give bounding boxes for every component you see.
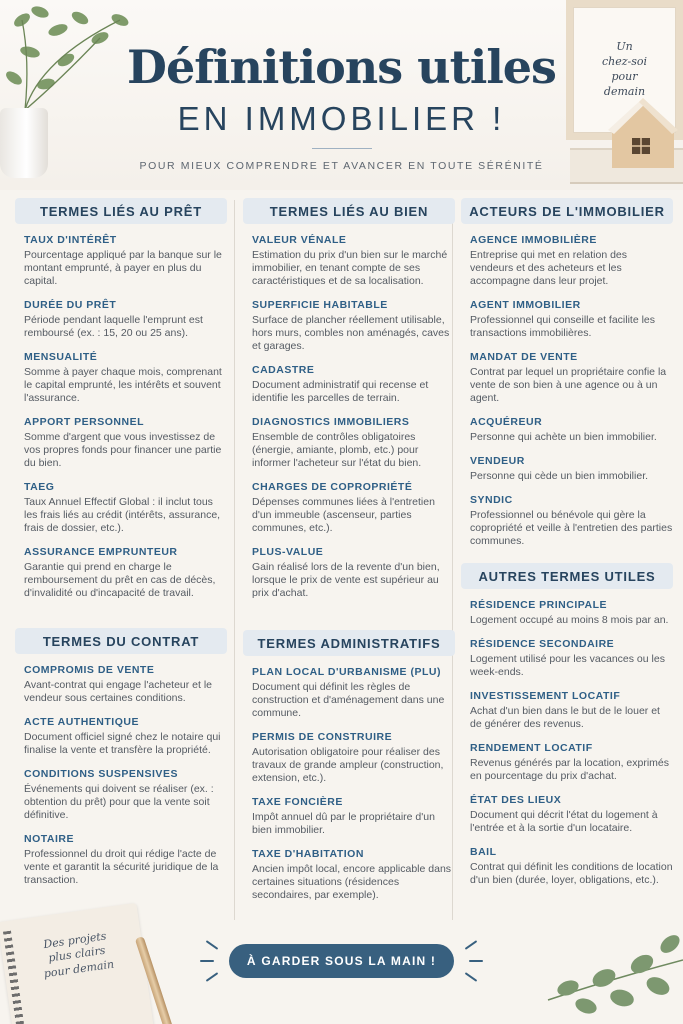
term-definition: Professionnel ou bénévole qui gère la copropriété et veille à l'entretien des parties communes. <box>470 509 673 547</box>
term-definition: Somme à payer chaque mois, comprenant le capital emprunté, les intérêts et souvent l'assurance. <box>24 366 222 404</box>
term-definition: Document officiel signé chez le notaire qui finalise la vente et transfère la propriété. <box>24 731 221 756</box>
term-definition: Logement utilisé pour les vacances ou les week-ends. <box>470 653 665 678</box>
term-definition: Estimation du prix d'un bien sur le marché immobilier, en tenant compte de ses caractéristiques et de sa localisation. <box>252 249 448 287</box>
term-name: ÉTAT DES LIEUX <box>470 794 562 806</box>
term-item <box>15 716 227 757</box>
term-item <box>461 599 673 627</box>
term-name: RENDEMENT LOCATIF <box>470 742 593 754</box>
term-name: NOTAIRE <box>24 833 74 845</box>
term-definition: Période pendant laquelle l'emprunt est remboursé (ex. : 15, 20 ou 25 ans). <box>24 314 203 339</box>
column-property <box>243 198 455 611</box>
column-divider <box>234 200 235 920</box>
term-name: RÉSIDENCE PRINCIPALE <box>470 599 607 611</box>
house-icon <box>608 96 678 168</box>
term-item <box>461 846 673 887</box>
tagline: POUR MIEUX COMPRENDRE ET AVANCER EN TOUTE SÉRÉNITÉ <box>139 160 544 172</box>
term-item <box>461 494 673 548</box>
keep-handy-button[interactable]: À GARDER SOUS LA MAIN ! <box>229 944 454 978</box>
term-name: INVESTISSEMENT LOCATIF <box>470 690 621 702</box>
term-definition: Garantie qui prend en charge le remboursement du prêt en cas de décès, d'invalidité ou d'incapacité de travail. <box>24 561 216 599</box>
term-definition: Document administratif qui recense et identifie les parcelles de terrain. <box>252 379 429 404</box>
term-name: CADASTRE <box>252 364 315 376</box>
term-name: DURÉE DU PRÊT <box>24 299 117 311</box>
term-definition: Personne qui cède un bien immobilier. <box>470 470 649 482</box>
term-item <box>461 351 673 405</box>
term-item <box>243 299 455 353</box>
term-name: ASSURANCE EMPRUNTEUR <box>24 546 178 558</box>
sparkle-icon <box>206 940 219 950</box>
eucalyptus-icon <box>538 920 683 1024</box>
term-name: SUPERFICIE HABITABLE <box>252 299 388 311</box>
sparkle-icon <box>465 972 478 982</box>
notebook <box>0 903 154 1024</box>
section-title-loan: TERMES LIÉS AU PRÊT <box>15 198 227 224</box>
column-actors <box>461 198 673 559</box>
sparkle-icon <box>469 960 483 962</box>
term-name: ACTE AUTHENTIQUE <box>24 716 139 728</box>
term-definition: Gain réalisé lors de la revente d'un bien, lorsque le prix de vente est supérieur au prix d'achat. <box>252 561 440 599</box>
term-definition: Personne qui achète un bien immobilier. <box>470 431 657 443</box>
term-definition: Professionnel qui conseille et facilite les transactions immobilières. <box>470 314 656 339</box>
term-name: BAIL <box>470 846 497 858</box>
term-name: PERMIS DE CONSTRUIRE <box>252 731 393 743</box>
term-definition: Taux Annuel Effectif Global : il inclut tous les frais liés au crédit (intérêts, assurance, frais de dossier, etc.). <box>24 496 221 534</box>
sparkle-icon <box>465 940 478 950</box>
term-item <box>15 833 227 887</box>
term-item <box>15 234 227 288</box>
term-definition: Entreprise qui met en relation des vendeurs et des acheteurs et les accompagne dans leur projet. <box>470 249 628 287</box>
term-name: DIAGNOSTICS IMMOBILIERS <box>252 416 410 428</box>
term-name: PLAN LOCAL D'URBANISME (PLU) <box>252 666 441 678</box>
term-definition: Autorisation obligatoire pour réaliser des travaux de grande ampleur (construction, extension, etc.). <box>252 746 444 784</box>
term-definition: Pourcentage appliqué par la banque sur le montant emprunté, à payer en plus du capital. <box>24 249 222 287</box>
term-name: AGENT IMMOBILIER <box>470 299 581 311</box>
term-item <box>243 546 455 600</box>
term-item <box>15 546 227 600</box>
term-definition: Impôt annuel dû par le propriétaire d'un bien immobilier. <box>252 811 435 836</box>
frame-text: Un chez-soi pour demain <box>601 40 648 98</box>
page-subtitle: EN IMMOBILIER ! <box>177 100 506 137</box>
term-name: VALEUR VÉNALE <box>252 234 347 246</box>
page-title: Définitions utiles <box>127 40 556 94</box>
term-item <box>15 768 227 822</box>
section-title-actors: ACTEURS DE L'IMMOBILIER <box>461 198 673 224</box>
term-name: TAXE FONCIÈRE <box>252 796 343 808</box>
term-name: AGENCE IMMOBILIÈRE <box>470 234 597 246</box>
term-definition: Somme d'argent que vous investissez de vos propres fonds pour financer une partie du bien. <box>24 431 222 469</box>
term-item <box>461 690 673 731</box>
term-name: CHARGES DE COPROPRIÉTÉ <box>252 481 413 493</box>
term-item <box>243 234 455 288</box>
term-name: PLUS-VALUE <box>252 546 324 558</box>
term-definition: Logement occupé au moins 8 mois par an. <box>470 614 669 626</box>
section-title-contract: TERMES DU CONTRAT <box>15 628 227 654</box>
term-definition: Ancien impôt local, encore applicable dans certaines situations (résidences secondaires, par exemple). <box>252 863 452 901</box>
term-definition: Document qui décrit l'état du logement à l'entrée et à la sortie d'un locataire. <box>470 809 658 834</box>
term-name: APPORT PERSONNEL <box>24 416 145 428</box>
term-definition: Document qui définit les règles de construction et d'aménagement dans une commune. <box>252 681 445 719</box>
term-name: MANDAT DE VENTE <box>470 351 578 363</box>
term-name: CONDITIONS SUSPENSIVES <box>24 768 178 780</box>
term-item <box>243 796 455 837</box>
column-admin <box>243 630 455 913</box>
term-item <box>15 664 227 705</box>
sparkle-icon <box>200 960 214 962</box>
term-name: VENDEUR <box>470 455 525 467</box>
column-other <box>461 563 673 898</box>
title-divider <box>312 148 372 149</box>
term-definition: Revenus générés par la location, exprimés en pourcentage du prix d'achat. <box>470 757 670 782</box>
term-name: TAEG <box>24 481 55 493</box>
term-definition: Contrat qui définit les conditions de location d'un bien (durée, loyer, obligations, etc.). <box>470 861 673 886</box>
term-item <box>243 481 455 535</box>
term-item <box>243 416 455 470</box>
term-item <box>15 481 227 535</box>
term-item <box>15 299 227 340</box>
sparkle-icon <box>206 972 219 982</box>
term-name: MENSUALITÉ <box>24 351 98 363</box>
term-name: TAUX D'INTÉRÊT <box>24 234 117 246</box>
section-title-property: TERMES LIÉS AU BIEN <box>243 198 455 224</box>
term-name: COMPROMIS DE VENTE <box>24 664 155 676</box>
term-item <box>461 794 673 835</box>
term-name: TAXE D'HABITATION <box>252 848 364 860</box>
term-item <box>243 731 455 785</box>
notebook-spiral <box>3 931 26 1024</box>
term-definition: Ensemble de contrôles obligatoires (énergie, amiante, plomb, etc.) pour informer l'acheteur sur l'état du bien. <box>252 431 422 469</box>
column-loan <box>15 198 227 611</box>
term-item <box>461 742 673 783</box>
term-definition: Événements qui doivent se réaliser (ex. : obtention du prêt) pour que la vente soit définitive. <box>24 783 214 821</box>
term-item <box>461 416 673 444</box>
term-item <box>461 234 673 288</box>
notebook-text: Des projets plus clairs pour demain <box>42 929 115 980</box>
term-name: SYNDIC <box>470 494 513 506</box>
term-item <box>243 848 455 902</box>
column-contract <box>15 628 227 898</box>
term-definition: Avant-contrat qui engage l'acheteur et le vendeur sous certaines conditions. <box>24 679 213 704</box>
term-item <box>15 351 227 405</box>
term-item <box>15 416 227 470</box>
section-title-other: AUTRES TERMES UTILES <box>461 563 673 589</box>
term-item <box>461 638 673 679</box>
term-definition: Achat d'un bien dans le but de le louer et de générer des revenus. <box>470 705 660 730</box>
term-item <box>243 666 455 720</box>
header <box>0 0 683 190</box>
term-name: ACQUÉREUR <box>470 416 543 428</box>
section-title-admin: TERMES ADMINISTRATIFS <box>243 630 455 656</box>
term-item <box>243 364 455 405</box>
term-name: RÉSIDENCE SECONDAIRE <box>470 638 615 650</box>
term-definition: Professionnel du droit qui rédige l'acte de vente et garantit la sécurité juridique de la transaction. <box>24 848 219 886</box>
term-definition: Dépenses communes liées à l'entretien d'un immeuble (ascenseur, parties communes, etc.). <box>252 496 435 534</box>
term-definition: Contrat par lequel un propriétaire confie la vente de son bien à une agence ou à un agent. <box>470 366 667 404</box>
term-item <box>461 299 673 340</box>
term-item <box>461 455 673 483</box>
term-definition: Surface de plancher réellement utilisable, hors murs, combles non aménagés, caves et garages. <box>252 314 450 352</box>
term-list-loan <box>15 234 227 600</box>
